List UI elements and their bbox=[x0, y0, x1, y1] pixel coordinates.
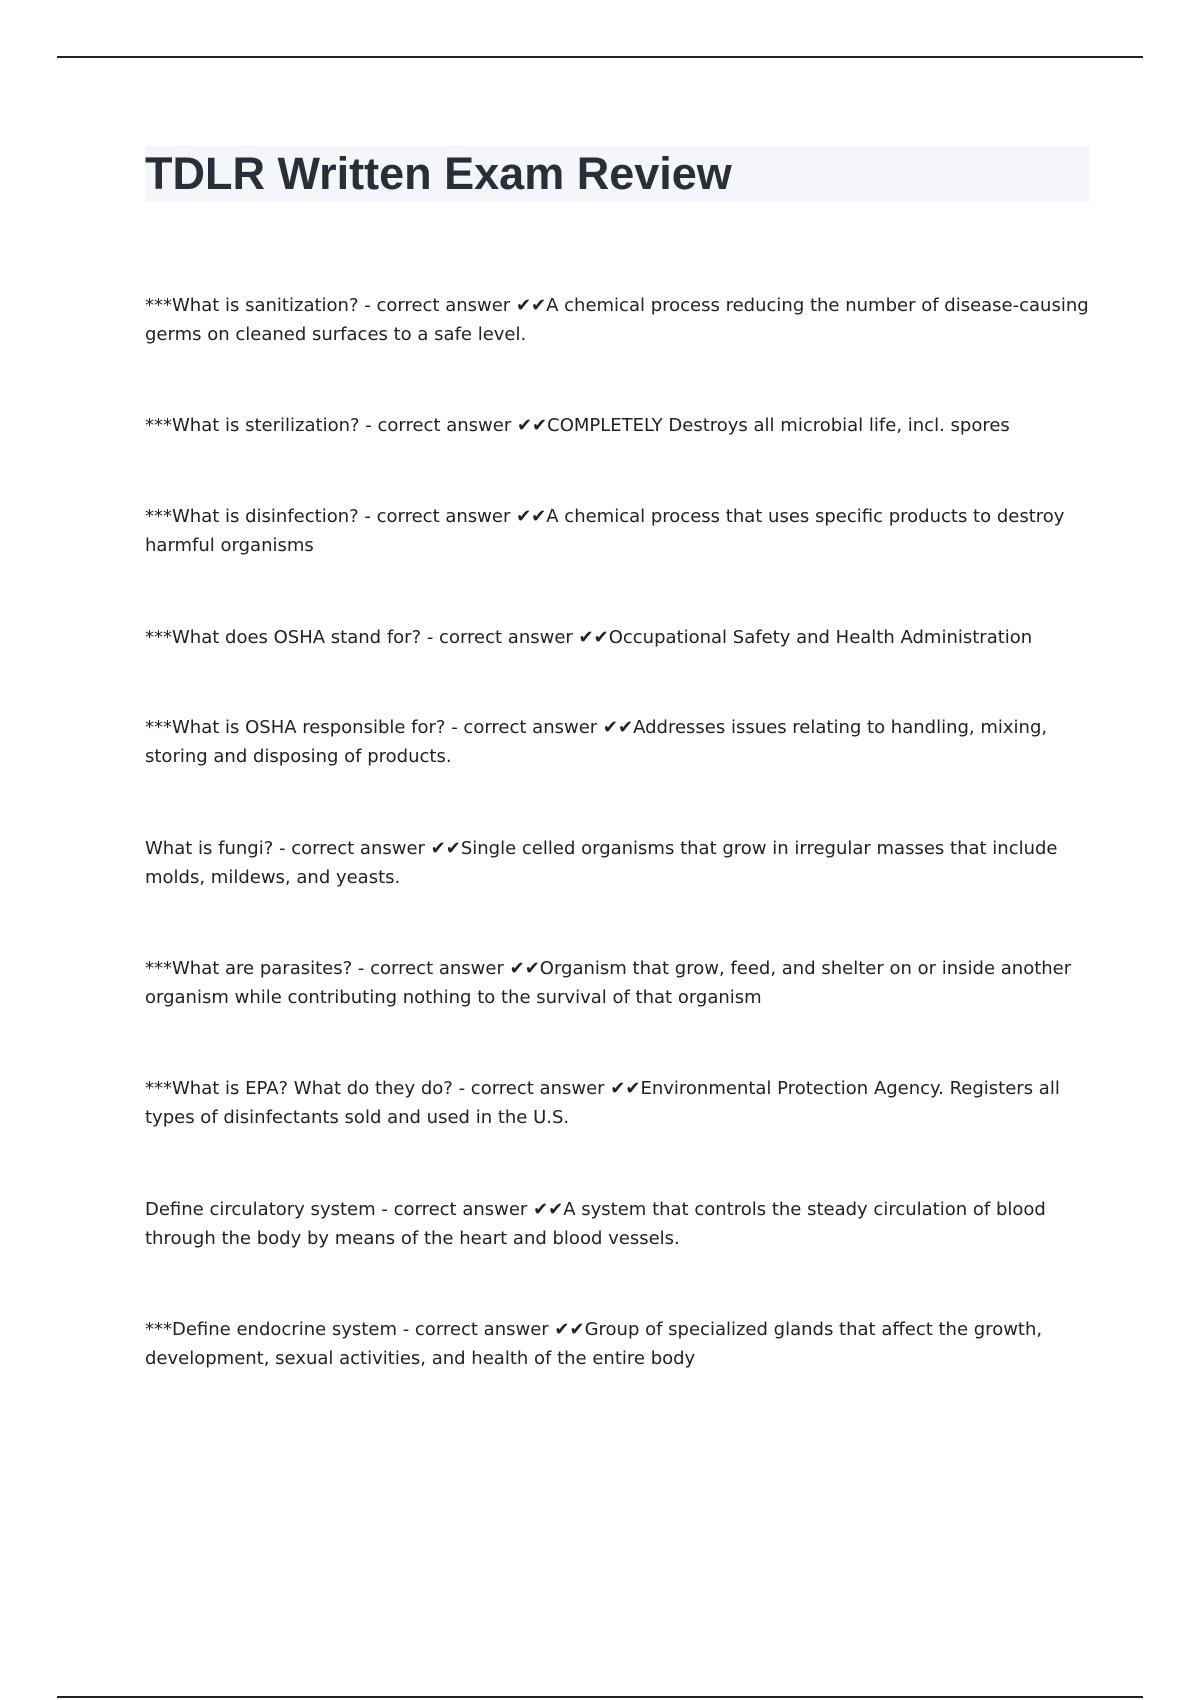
qa-answer: A system that controls the steady circulation of blood through the body by means of the heart and blood vessels. bbox=[145, 1199, 1046, 1249]
qa-item-disinfection bbox=[145, 502, 1095, 560]
qa-question: ***What are parasites? - correct answer bbox=[145, 958, 510, 979]
qa-question: ***What is EPA? What do they do? - correct answer bbox=[145, 1078, 611, 1099]
double-check-icon: ✔✔ bbox=[578, 627, 609, 648]
double-check-icon: ✔✔ bbox=[602, 717, 634, 738]
qa-question: ***What is sterilization? - correct answer bbox=[145, 415, 517, 436]
double-check-icon: ✔✔ bbox=[509, 958, 540, 979]
qa-answer: Environmental Protection Agency. Registers all types of disinfectants sold and used in the U.S. bbox=[145, 1078, 1060, 1128]
qa-question: ***What does OSHA stand for? - correct answer bbox=[145, 627, 579, 648]
double-check-icon: ✔✔ bbox=[515, 295, 547, 316]
qa-answer: A chemical process that uses specific products to destroy harmful organisms bbox=[145, 506, 1065, 556]
qa-item-fungi bbox=[145, 834, 1095, 892]
qa-item-circulatory-system bbox=[145, 1195, 1095, 1253]
qa-question: ***What is disinfection? - correct answer bbox=[145, 506, 517, 527]
qa-item-endocrine-system bbox=[145, 1315, 1095, 1373]
qa-answer: A chemical process reducing the number of disease-causing germs on cleaned surfaces to a safe level. bbox=[145, 295, 1089, 345]
qa-answer: Occupational Safety and Health Administration bbox=[608, 627, 1033, 648]
qa-answer: Addresses issues relating to handling, mixing, storing and disposing of products. bbox=[145, 717, 1048, 767]
double-check-icon: ✔✔ bbox=[516, 506, 547, 527]
double-check-icon: ✔✔ bbox=[430, 838, 461, 859]
qa-question: Define circulatory system - correct answer bbox=[145, 1199, 534, 1220]
double-check-icon: ✔✔ bbox=[554, 1319, 585, 1340]
qa-answer: Group of specialized glands that affect the growth, development, sexual activities, and health of the entire body bbox=[145, 1319, 1043, 1369]
qa-item-parasites bbox=[145, 954, 1095, 1012]
top-rule bbox=[57, 56, 1143, 58]
qa-item-epa bbox=[145, 1074, 1095, 1132]
qa-answer: Single celled organisms that grow in irregular masses that include molds, mildews, and yeasts. bbox=[145, 838, 1058, 888]
qa-answer: Organism that grow, feed, and shelter on or inside another organism while contributing nothing to the survival of that organism bbox=[145, 958, 1072, 1008]
qa-question: What is fungi? - correct answer bbox=[145, 838, 431, 859]
qa-item-osha-responsibility bbox=[145, 713, 1095, 771]
qa-question: ***What is sanitization? - correct answer bbox=[145, 295, 516, 316]
qa-item-osha-acronym bbox=[145, 623, 1095, 652]
double-check-icon: ✔✔ bbox=[533, 1199, 564, 1220]
double-check-icon: ✔✔ bbox=[610, 1078, 641, 1099]
qa-question: ***Define endocrine system - correct answer bbox=[145, 1319, 555, 1340]
qa-question: ***What is OSHA responsible for? - correct answer bbox=[145, 717, 603, 738]
bottom-rule bbox=[57, 1696, 1143, 1698]
document-title: TDLR Written Exam Review bbox=[145, 148, 732, 199]
qa-item-sanitization bbox=[145, 291, 1095, 349]
qa-item-sterilization bbox=[145, 411, 1095, 440]
double-check-icon: ✔✔ bbox=[516, 415, 548, 436]
qa-answer: COMPLETELY Destroys all microbial life, incl. spores bbox=[547, 415, 1010, 436]
